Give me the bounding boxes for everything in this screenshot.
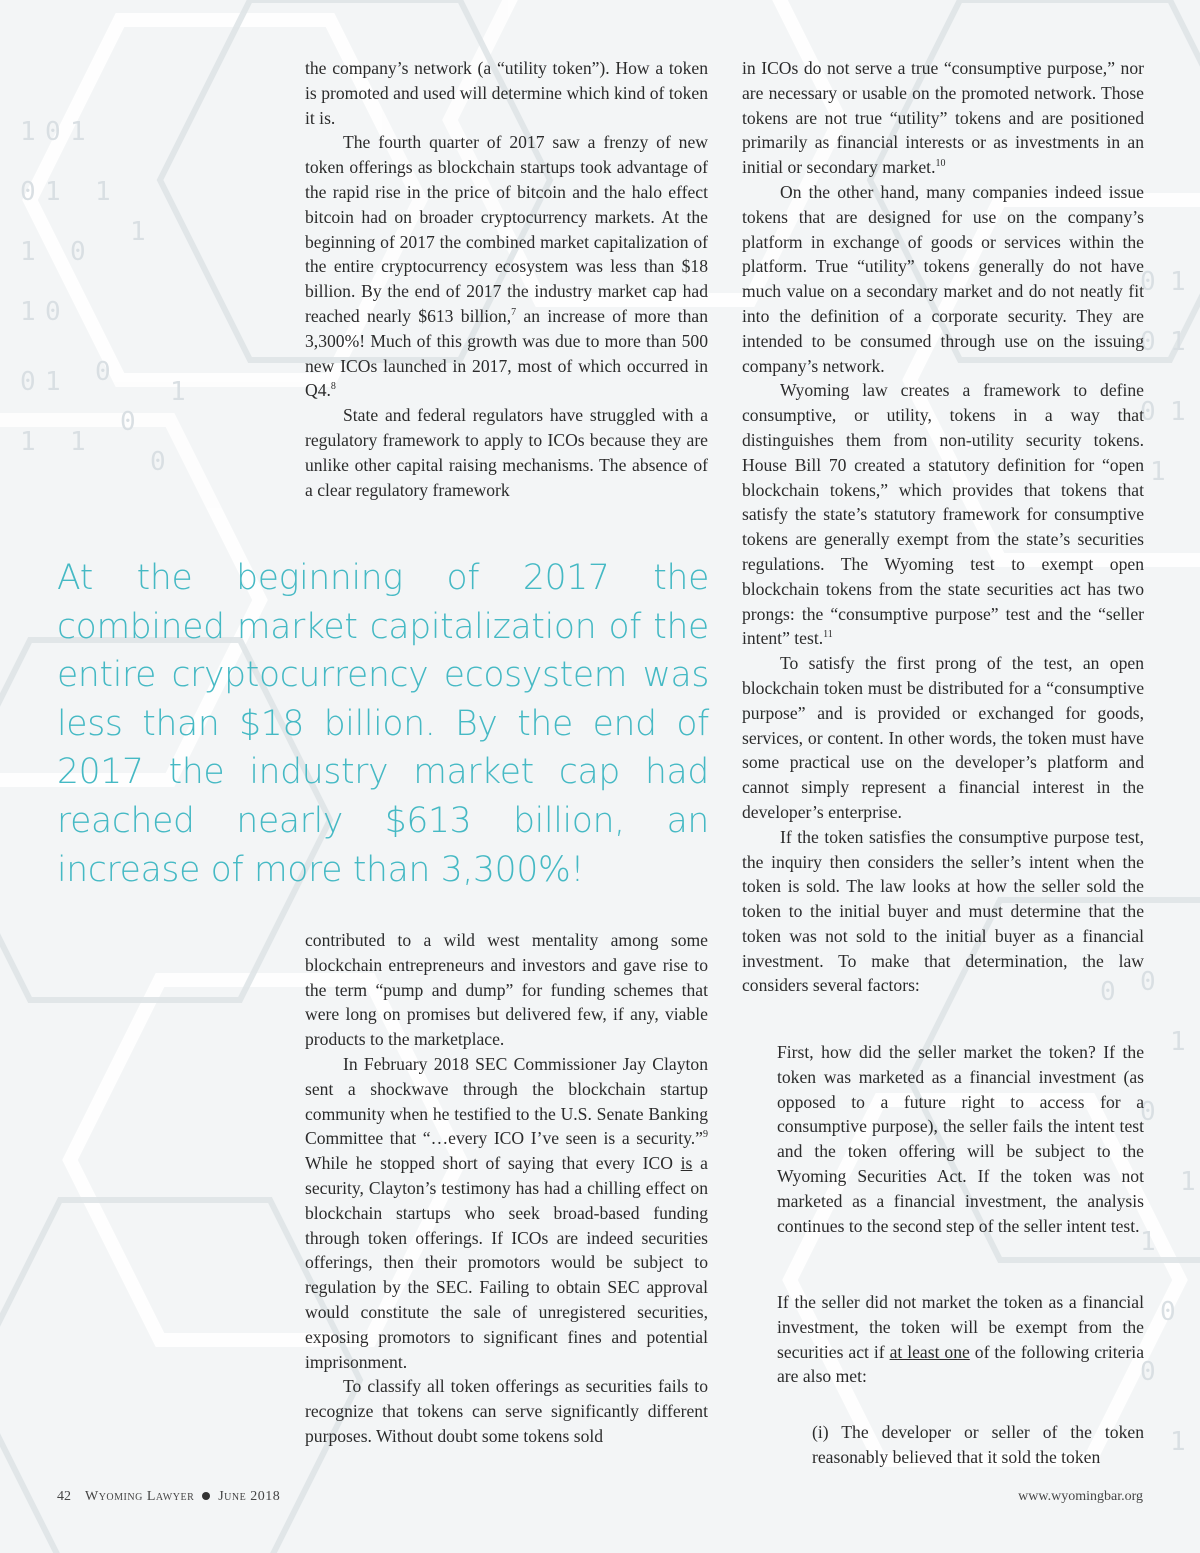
paragraph: the company’s network (a “utility token”). How a token is promoted and used will determine which kind of token it is. [305,58,708,128]
publication-name: Wyoming Lawyer [85,1489,195,1504]
background-digit: 0 [150,447,166,477]
column-right [742,56,1144,998]
background-digit: 1 [170,377,186,407]
background-digit: 1 [45,177,61,207]
paragraph: To classify all token offerings as securities fails to recognize that tokens can serve significantly different purposes. Without doubt some tokens sold [305,1376,708,1446]
background-digit: 0 [1140,267,1156,297]
background-digit: 1 [70,427,86,457]
background-digit: 0 [95,357,111,387]
paragraph: On the other hand, many companies indeed issue tokens that are designed for use on the company’s platform in exchange of goods or services within the platform. True “utility” tokens generally do not have much value on a secondary market and do not neatly fit into the definition of a corporate security. They are intended to be consumed through use on the issuing company’s network. [742,181,1144,376]
paragraph: In February 2018 SEC Commissioner Jay Clayton sent a shockwave through the blockchain startup community when he testified to the U.S. Senate Banking Committee that “…every ICO I’ve seen is a security.”$^9$ While he stopped short of saying that every ICO is a security, Clayton’s testimony has had a chilling effect on blockchain startups who seek broad-based funding through token offerings. If ICOs are indeed securities offerings, then their promotors would be subject to regulation by the SEC. Failing to obtain SEC approval would constitute the sale of unregistered securities, exposing promotors to significant fines and potential imprisonment. [305,1053,708,1372]
background-digit: 1 [20,297,36,327]
block-quote-item-i: (i) The developer or seller of the token reasonably believed that it sold the token [812,1422,1144,1467]
pull-quote: At the beginning of 2017 the combined market capitalization of the entire cryptocurrency ecosystem was less than $18 billion. By the end of 2017 the industry market cap had reached nearly $613 billion, an increase of more than 3,300%! [57,558,709,890]
paragraph: The fourth quarter of 2017 saw a frenzy of new token offerings as blockchain startups took advantage of the rapid rise in the price of bitcoin and the halo effect bitcoin had on broader cryptocurrency markets. At the beginning of 2017 the combined market capitalization of the entire cryptocurrency ecosystem was less than $18 billion. By the end of 2017 the industry market cap had reached nearly $613 billion,$^7$ an increase of more than 3,300%! Much of this growth was due to more than 500 new ICOs launched in 2017, most of which occurred in Q4.$^8$ [305,132,708,401]
background-digit: 1 [1140,1227,1156,1257]
background-digit: 1 [1180,1167,1196,1197]
background-digit: 0 [1140,397,1156,427]
website-link[interactable]: www.wyomingbar.org [1018,1489,1143,1504]
background-digit: 1 [20,237,36,267]
background-digit: 1 [1170,267,1186,297]
footnote-ref[interactable]: 9 [703,1129,708,1141]
background-digit: 1 [1170,327,1186,357]
background-digit: 0 [1140,1357,1156,1387]
footnote-ref[interactable]: 8 [330,381,336,393]
background-digit: 0 [1140,327,1156,357]
column-left-top [305,56,708,502]
paragraph: contributed to a wild west mentality among some blockchain entrepreneurs and investors and gave rise to the term “pump and dump” for funding schemes that were long on promises but delivered few, if any, viable products to the marketplace. [305,930,708,1050]
background-digit: 0 [45,297,61,327]
background-digit: 1 [95,177,111,207]
background-digit: 0 [120,407,136,437]
footnote-ref[interactable]: 7 [511,307,517,319]
background-digit: 0 [45,117,61,147]
background-digit: 0 [70,237,86,267]
footnote-ref[interactable]: 11 [823,629,833,641]
background-digit: 0 [1140,967,1156,997]
paragraph: Wyoming law creates a framework to define consumptive, or utility, tokens in a way that distinguishes them from non-utility security tokens. House Bill 70 created a statutory definition for “open blockchain tokens,” which provides that tokens that satisfy the state’s statutory framework for consumptive tokens are generally exempt from the state’s securities regulations. The Wyoming test to exempt open blockchain tokens from the state securities act has two prongs: the “consumptive purpose” test and the “seller intent” test.$^{11}$ [742,380,1144,649]
background-digit: 0 [20,367,36,397]
background-digit: 1 [1170,1427,1186,1457]
paragraph: in ICOs do not serve a true “consumptive purpose,” nor are necessary or usable on the promoted network. Those tokens are not true “utility” tokens and are positioned primarily as financial interests or as investments in an initial or secondary market.$^{10}$ [742,58,1144,178]
column-left-bottom [305,928,708,1449]
background-digit: 1 [1150,457,1166,487]
bullet-icon [202,1492,210,1500]
paragraph: If the token satisfies the consumptive purpose test, the inquiry then considers the seller’s intent when the token is sold. The law looks at how the seller sold the token to the initial buyer and must determine that the token was not sold to the initial buyer as a financial investment. To make that determination, the law considers several factors: [742,826,1144,996]
background-digit: 1 [1170,1027,1186,1057]
block-quote-first: First, how did the seller market the token? If the token was marketed as a financial investment (as opposed to a future right to access for a consumptive purpose), the seller fails the intent test and the token offering will be subject to the Wyoming Securities Act. If the token was not marketed as a financial investment, the analysis continues to the second step of the seller intent test. [777,1042,1144,1236]
background-digit: 1 [20,117,36,147]
background-digit: 0 [1140,1097,1156,1127]
footnote-ref[interactable]: 10 [935,158,946,170]
paragraph: To satisfy the first prong of the test, an open blockchain token must be distributed for a “consumptive purpose” and is provided or exchanged for goods, services, or content. In other words, the token must have some practical use on the developer’s platform and cannot simply represent a financial interest in the developer’s enterprise. [742,653,1144,822]
background-digit: 0 [1100,977,1116,1007]
paragraph: State and federal regulators have struggled with a regulatory framework to apply to ICOs because they are unlike other capital raising mechanisms. The absence of a clear regulatory framework [305,405,708,500]
footer-left [57,1489,280,1505]
background-digit: 1 [1170,397,1186,427]
background-digit: 1 [130,217,146,247]
background-digit: 1 [45,367,61,397]
background-digit: 1 [70,117,86,147]
background-digit: 0 [1160,1297,1176,1327]
block-quote-second: If the seller did not market the token as a financial investment, the token will be exempt from the securities act if at least one of the following criteria are also met: [777,1292,1145,1387]
issue-date: June 2018 [218,1489,281,1504]
background-digit: 0 [20,177,36,207]
background-digit: 1 [20,427,36,457]
page-number: 42 [57,1489,71,1504]
